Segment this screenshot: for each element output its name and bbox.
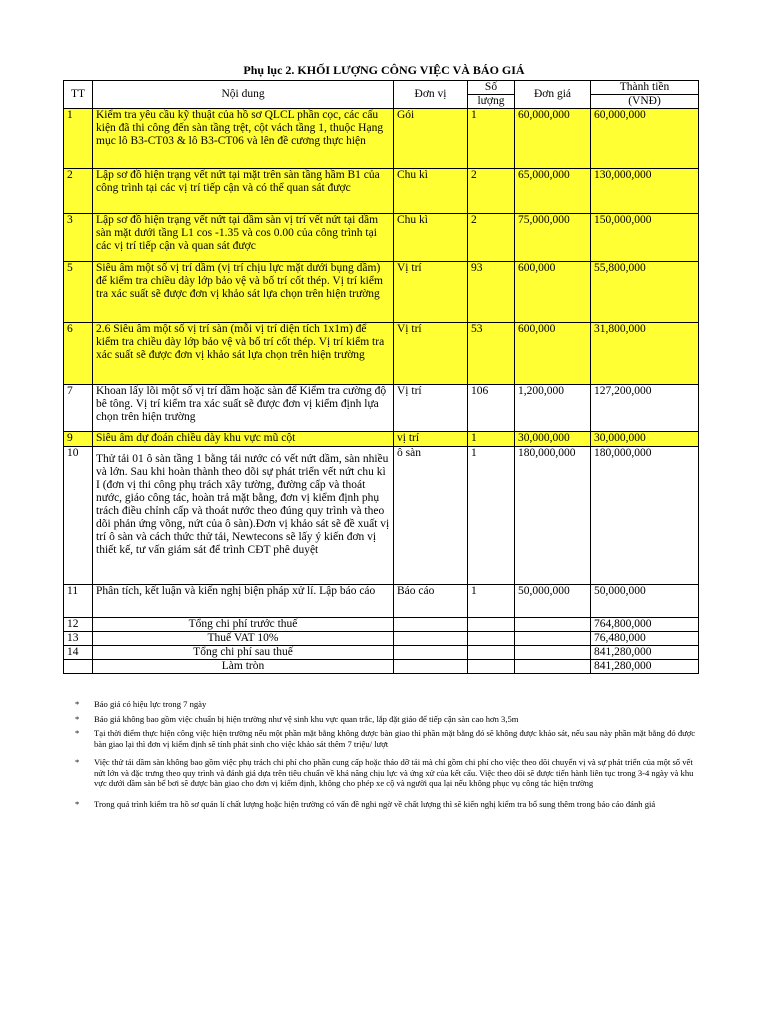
cell-tt: 1 [64,109,93,169]
cell-unit: Vị trí [394,323,468,385]
cell-price: 65,000,000 [515,169,591,214]
note-item [75,714,700,725]
cell-qty: 1 [468,109,515,169]
cell-total: 180,000,000 [591,447,699,585]
header-price: Đơn giá [515,81,591,109]
cell-tt: 13 [64,632,93,646]
cell-tt: 9 [64,432,93,447]
cell-content: Siêu âm dự đoán chiều dày khu vực mũ cột [93,432,394,447]
table-row [64,214,699,262]
cell-content: Phân tích, kết luận và kiến nghị biện pháp xử lí. Lập báo cáo [93,585,394,618]
cell-unit: Gói [394,109,468,169]
summary-label: Làm tròn [93,660,394,674]
cell-tt: 11 [64,585,93,618]
cell-content: 2.6 Siêu âm một số vị trí sàn (mỗi vị trí diện tích 1x1m) để kiểm tra chiều dày lớp bảo vệ và bố trí cốt thép. Vị trí kiểm tra xác suất sẽ được đơn vị khảo sát lựa chọn trên hiện trường [93,323,394,385]
header-qty-line2: lượng [468,95,515,109]
table-row [64,585,699,618]
table-row [64,385,699,432]
cell-price: 180,000,000 [515,447,591,585]
cell-total: 55,800,000 [591,262,699,323]
header-content: Nội dung [93,81,394,109]
cell-unit: Chu kì [394,214,468,262]
cell-unit: vị trí [394,432,468,447]
notes-list [75,699,700,813]
cell-qty: 1 [468,585,515,618]
cell-qty: 93 [468,262,515,323]
table-row [64,169,699,214]
table-row [64,109,699,169]
cell-tt [64,660,93,674]
note-bullet: * [75,757,80,767]
cell-tt: 7 [64,385,93,432]
cell-price: 1,200,000 [515,385,591,432]
cell-price: 600,000 [515,323,591,385]
cell-content: Thử tải 01 ô sàn tầng 1 bằng tải nước có vết nứt dầm, sàn nhiều và lớn. Sau khi hoàn thành theo dõi sự phát triển vết nứt chu kì I (đơn vị thi công phụ trách xây tường, đường cấp và thoát nước, giáo công tác, hoàn trả mặt bằng, đơn vị kiểm định phụ trách điều chỉnh cấp và thoát nước theo đúng quy trình và theo dõi phản ứng võng, nứt của ô sàn).Đơn vị khảo sát sẽ đề xuất vị trí ô sàn và cách thức thử tải, Newtecons sẽ lấy ý kiến đơn vị thiết kế, tư vấn giám sát để trình CĐT phê duyệt [93,447,394,585]
table-row [64,262,699,323]
header-unit: Đơn vị [394,81,468,109]
note-text: Trong quá trình kiểm tra hồ sơ quản lí chất lượng hoặc hiện trường có vấn đề nghi ngờ về chất lượng thì sẽ kiến nghị kiểm tra bổ sung thêm trong báo cáo đánh giá [94,798,656,809]
header-total-line1: Thành tiền [591,81,699,95]
note-bullet: * [75,699,80,709]
cell-unit: Vị trí [394,262,468,323]
cell-tt: 3 [64,214,93,262]
cell-qty: 53 [468,323,515,385]
cell-price: 30,000,000 [515,432,591,447]
table-row [64,432,699,447]
cell-total: 150,000,000 [591,214,699,262]
cell-unit: Vị trí [394,385,468,432]
note-text: Tại thời điểm thực hiện công việc hiện trường nếu một phần mặt bằng không được bàn giao thì phần mặt bằng đó sẽ không được khảo sát, nếu sau này phần mặt bằng đó được bàn giao lại thì đơn vị kiểm định sẽ tính phát sinh cho việc khảo sát thêm 7 triệu/ lượt [94,728,696,749]
page-title: Phụ lục 2. KHỐI LƯỢNG CÔNG VIỆC VÀ BÁO GIÁ [243,63,525,77]
note-bullet: * [75,798,80,809]
quote-table [63,80,699,674]
cell-total: 30,000,000 [591,432,699,447]
summary-label: Tổng chi phí sau thuế [93,646,394,660]
summary-total: 841,280,000 [591,660,699,674]
cell-tt: 14 [64,646,93,660]
cell-total: 50,000,000 [591,585,699,618]
cell-price: 75,000,000 [515,214,591,262]
cell-tt: 2 [64,169,93,214]
cell-tt: 10 [64,447,93,585]
cell-tt: 6 [64,323,93,385]
summary-row [64,618,699,632]
note-bullet: * [75,728,80,738]
cell-total: 130,000,000 [591,169,699,214]
cell-content: Siêu âm một số vị trí dầm (vị trí chịu lực mặt dưới bụng dầm) để kiểm tra chiều dày lớp bảo vệ và bố trí cốt thép. Vị trí kiểm tra xác suất sẽ được đơn vị khảo sát lựa chọn trên hiện trường [93,262,394,323]
cell-qty: 1 [468,447,515,585]
cell-content: Khoan lấy lõi một số vị trí dầm hoặc sàn để Kiểm tra cường độ bê tông. Vị trí kiểm tra xác suất sẽ được đơn vị kiểm định lựa chọn trên hiện trường [93,385,394,432]
cell-content: Lập sơ đồ hiện trạng vết nứt tại dầm sàn vị trí vết nứt tại dầm sàn mặt dưới tầng L1 cos -1.35 và cos 0.00 của công trình tại các vị trí tiếp cận và quan sát được [93,214,394,262]
cell-qty: 2 [468,214,515,262]
summary-label: Thuế VAT 10% [93,632,394,646]
cell-tt: 12 [64,618,93,632]
cell-total: 127,200,000 [591,385,699,432]
cell-unit: ô sàn [394,447,468,585]
cell-unit: Chu kì [394,169,468,214]
cell-qty: 106 [468,385,515,432]
table-row [64,323,699,385]
cell-unit: Báo cáo [394,585,468,618]
header-total-line2: (VNĐ) [591,95,699,109]
summary-row [64,632,699,646]
cell-price: 50,000,000 [515,585,591,618]
summary-label: Tổng chi phí trước thuế [93,618,394,632]
cell-content: Kiểm tra yêu cầu kỹ thuật của hồ sơ QLCL phần cọc, các cấu kiện đã thi công đến sàn tầng trệt, cột vách tầng 1, thuộc Hạng mục lô B3-CT03 & lô B3-CT06 và lên đề cương thực hiện [93,109,394,169]
header-tt: TT [64,81,93,109]
note-text: Việc thử tải dầm sàn không bao gồm việc phụ trách chi phí cho phần cung cấp hoặc tháo dỡ tải mà chỉ gồm chi phí cho việc theo dõi chuyển vị và sự phát triển của một số vết nứt lớn và đặc trưng theo quy trình và đánh giá dựa trên tiêu chuẩn về khả năng chịu lực và ứng xử của kết cấu. Việc theo dõi sẽ được tiến hành liên tục trong 3-4 ngày và khu vực dưới dầm sàn bể bơi sẽ được bàn giao cho đơn vị kiểm định, không cho phép xe cộ và người qua lại nếu không phục vụ công tác hiện trường [94,757,694,788]
summary-row [64,660,699,674]
note-item [75,799,700,810]
cell-qty: 2 [468,169,515,214]
note-text: Báo giá không bao gồm việc chuẩn bị hiện trường như vệ sinh khu vực quan trắc, lắp đặt giáo để tiếp cận sàn cao hơn 3,5m [94,713,519,724]
note-item [75,728,700,749]
cell-price: 60,000,000 [515,109,591,169]
note-text: Báo giá có hiệu lực trong 7 ngày [94,699,207,709]
table-row [64,447,699,585]
summary-total: 76,480,000 [591,632,699,646]
header-qty-line1: Số [468,81,515,95]
note-item [75,699,700,710]
cell-price: 600,000 [515,262,591,323]
cell-content: Lập sơ đồ hiện trạng vết nứt tại mặt trên sàn tầng hầm B1 của công trình tại các vị trí tiếp cận và có thể quan sát được [93,169,394,214]
cell-total: 60,000,000 [591,109,699,169]
summary-row [64,646,699,660]
note-item [75,757,700,789]
cell-qty: 1 [468,432,515,447]
cell-total: 31,800,000 [591,323,699,385]
note-bullet: * [75,713,80,724]
summary-total: 764,800,000 [591,618,699,632]
summary-total: 841,280,000 [591,646,699,660]
cell-tt: 5 [64,262,93,323]
